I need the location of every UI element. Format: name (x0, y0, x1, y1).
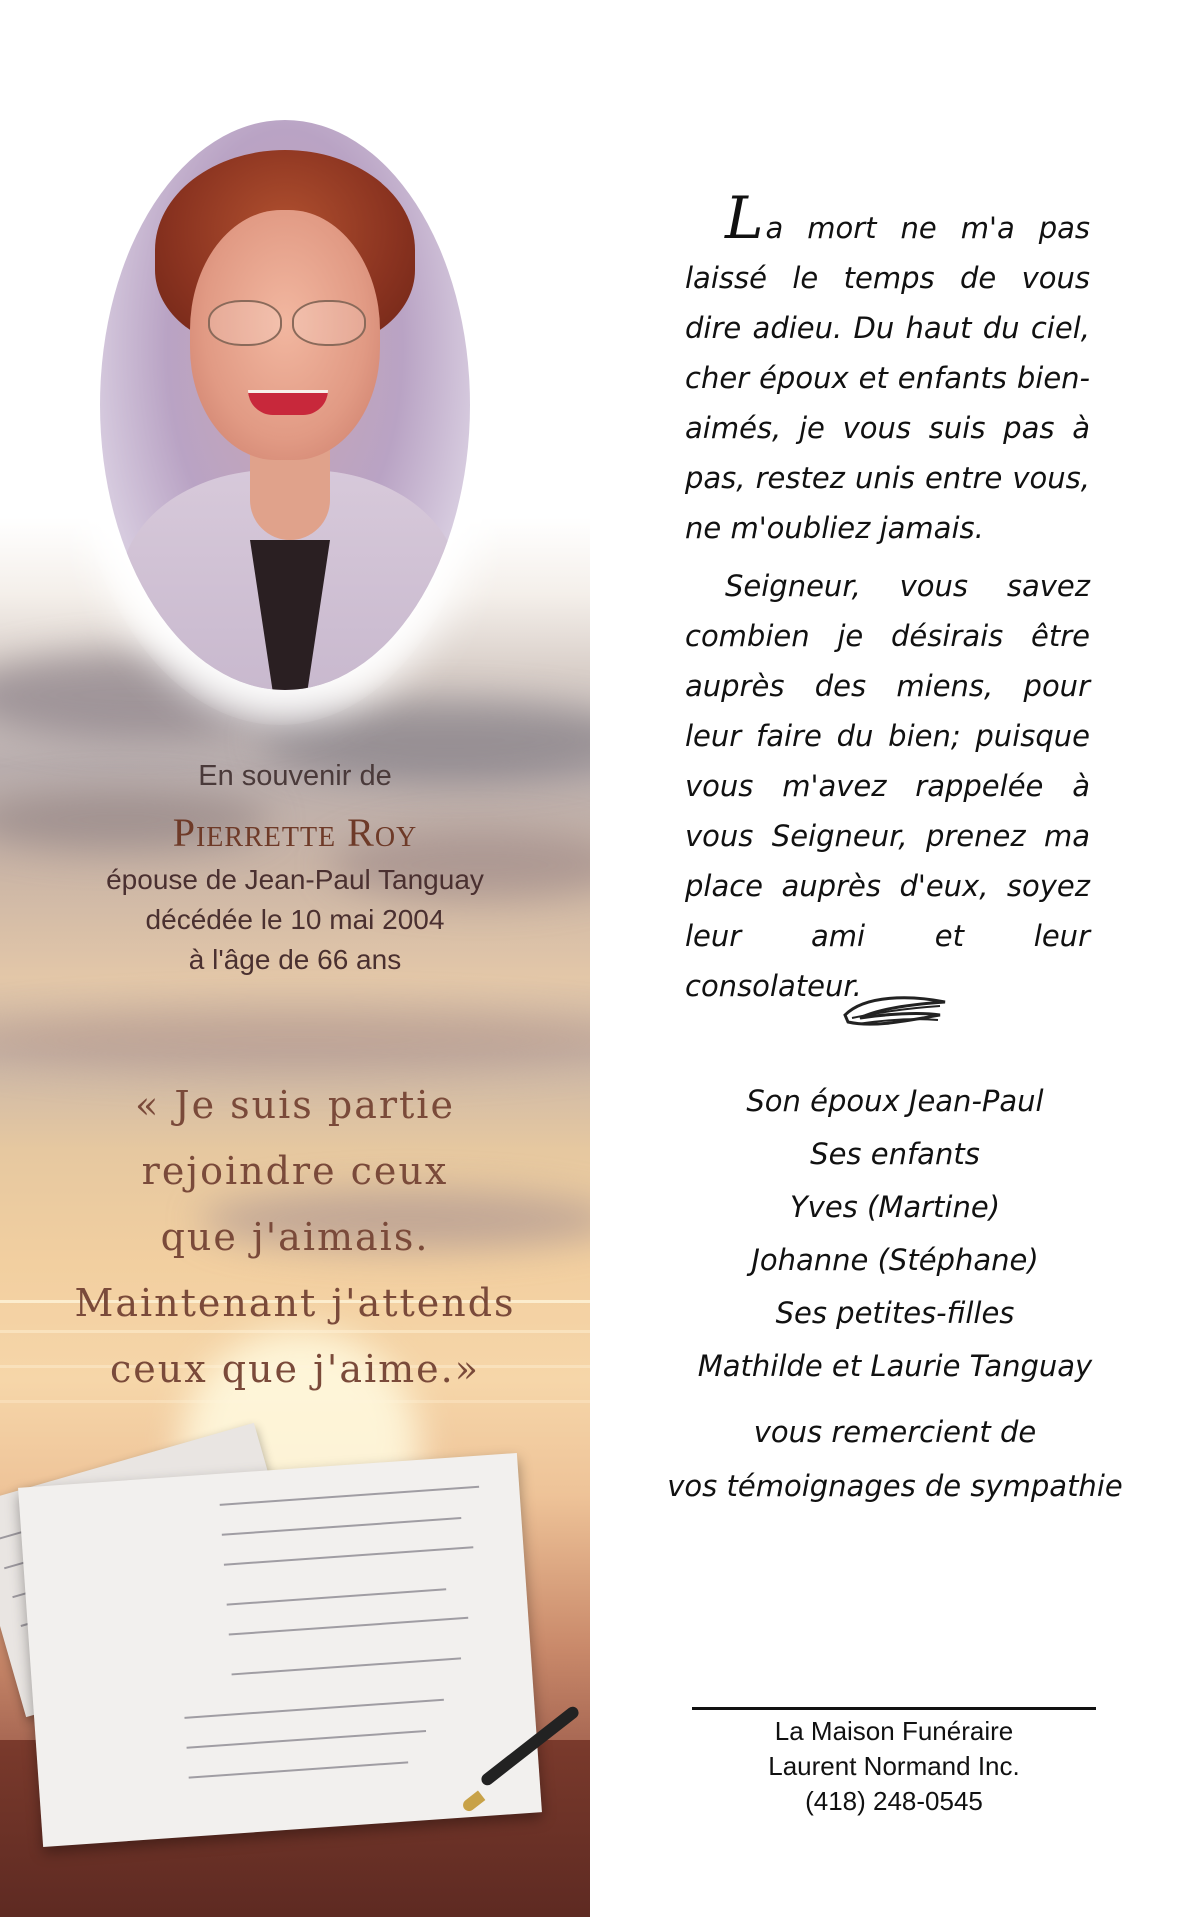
handwriting-line (232, 1657, 462, 1675)
family-line: Mathilde et Laurie Tanguay (697, 1349, 1093, 1383)
quote-line: « Je suis partie (135, 1083, 455, 1127)
quote-line: ceux que j'aime.» (109, 1347, 480, 1391)
poem-paragraph-1 (685, 184, 1090, 553)
divider-rule (692, 1707, 1096, 1710)
memorial-card-front (0, 0, 590, 1917)
handwriting-line (187, 1730, 427, 1749)
death-date-line: décédée le 10 mai 2004 (145, 904, 445, 935)
portrait-glasses (292, 300, 366, 346)
spouse-line: épouse de Jean-Paul Tanguay (106, 864, 484, 895)
poem-dropcap: L (725, 184, 764, 252)
family-line: Johanne (Stéphane) (751, 1243, 1039, 1277)
portrait-smile (248, 390, 328, 415)
quote-line: Maintenant j'attends (74, 1281, 516, 1325)
family-line: Ses petites-filles (775, 1296, 1015, 1330)
handwriting-line (222, 1517, 462, 1536)
handwriting-line (220, 1486, 480, 1506)
funeral-home-phone: (418) 248-0545 (805, 1786, 983, 1816)
thanks-line: vous remercient de (753, 1415, 1037, 1449)
quote-line: rejoindre ceux (141, 1149, 449, 1193)
handwriting-line (184, 1699, 444, 1719)
memorial-info (0, 760, 590, 980)
memorial-intro: En souvenir de (198, 760, 392, 792)
feather-ornament-icon (840, 990, 950, 1040)
thanks-line: vos témoignages de sympathie (667, 1469, 1123, 1503)
funeral-home-company: Laurent Normand Inc. (768, 1751, 1020, 1781)
handwriting-line (189, 1761, 409, 1778)
age-line: à l'âge de 66 ans (188, 944, 402, 975)
family-list (650, 1075, 1140, 1513)
handwriting-line (224, 1546, 474, 1565)
handwriting-line (229, 1617, 469, 1636)
poem-paragraph-1-text: a mort ne m'a pas laissé le temps de vous dire adieu. Du haut du ciel, cher époux et enfants bien-aimés, je vous suis pas à pas, restez unis entre vous, ne m'oubliez jamais. (685, 211, 1090, 545)
poem-paragraph-2: Seigneur, vous savez combien je désirais être auprès des miens, pour leur faire du bien; puisque vous m'avez rappelée à vous Seigneur, prenez ma place auprès d'eux, soyez leur ami et leur consolateur. (685, 569, 1090, 1003)
memorial-poem (685, 184, 1090, 1011)
funeral-home-info (692, 1714, 1096, 1819)
portrait-photo (100, 120, 470, 690)
family-line: Son époux Jean-Paul (746, 1084, 1044, 1118)
portrait-glasses (208, 300, 282, 346)
deceased-name: Pierrette Roy (172, 810, 418, 855)
handwriting-line (227, 1588, 447, 1605)
funeral-home-name: La Maison Funéraire (774, 1716, 1014, 1746)
memorial-quote (0, 1072, 590, 1402)
family-line: Yves (Martine) (789, 1190, 1001, 1224)
quote-line: que j'aimais. (160, 1215, 430, 1259)
thanks-message (650, 1405, 1140, 1513)
cloud (0, 1010, 590, 1070)
family-line: Ses enfants (810, 1137, 980, 1171)
letter-page-front (18, 1453, 542, 1847)
portrait-neck (250, 450, 330, 540)
